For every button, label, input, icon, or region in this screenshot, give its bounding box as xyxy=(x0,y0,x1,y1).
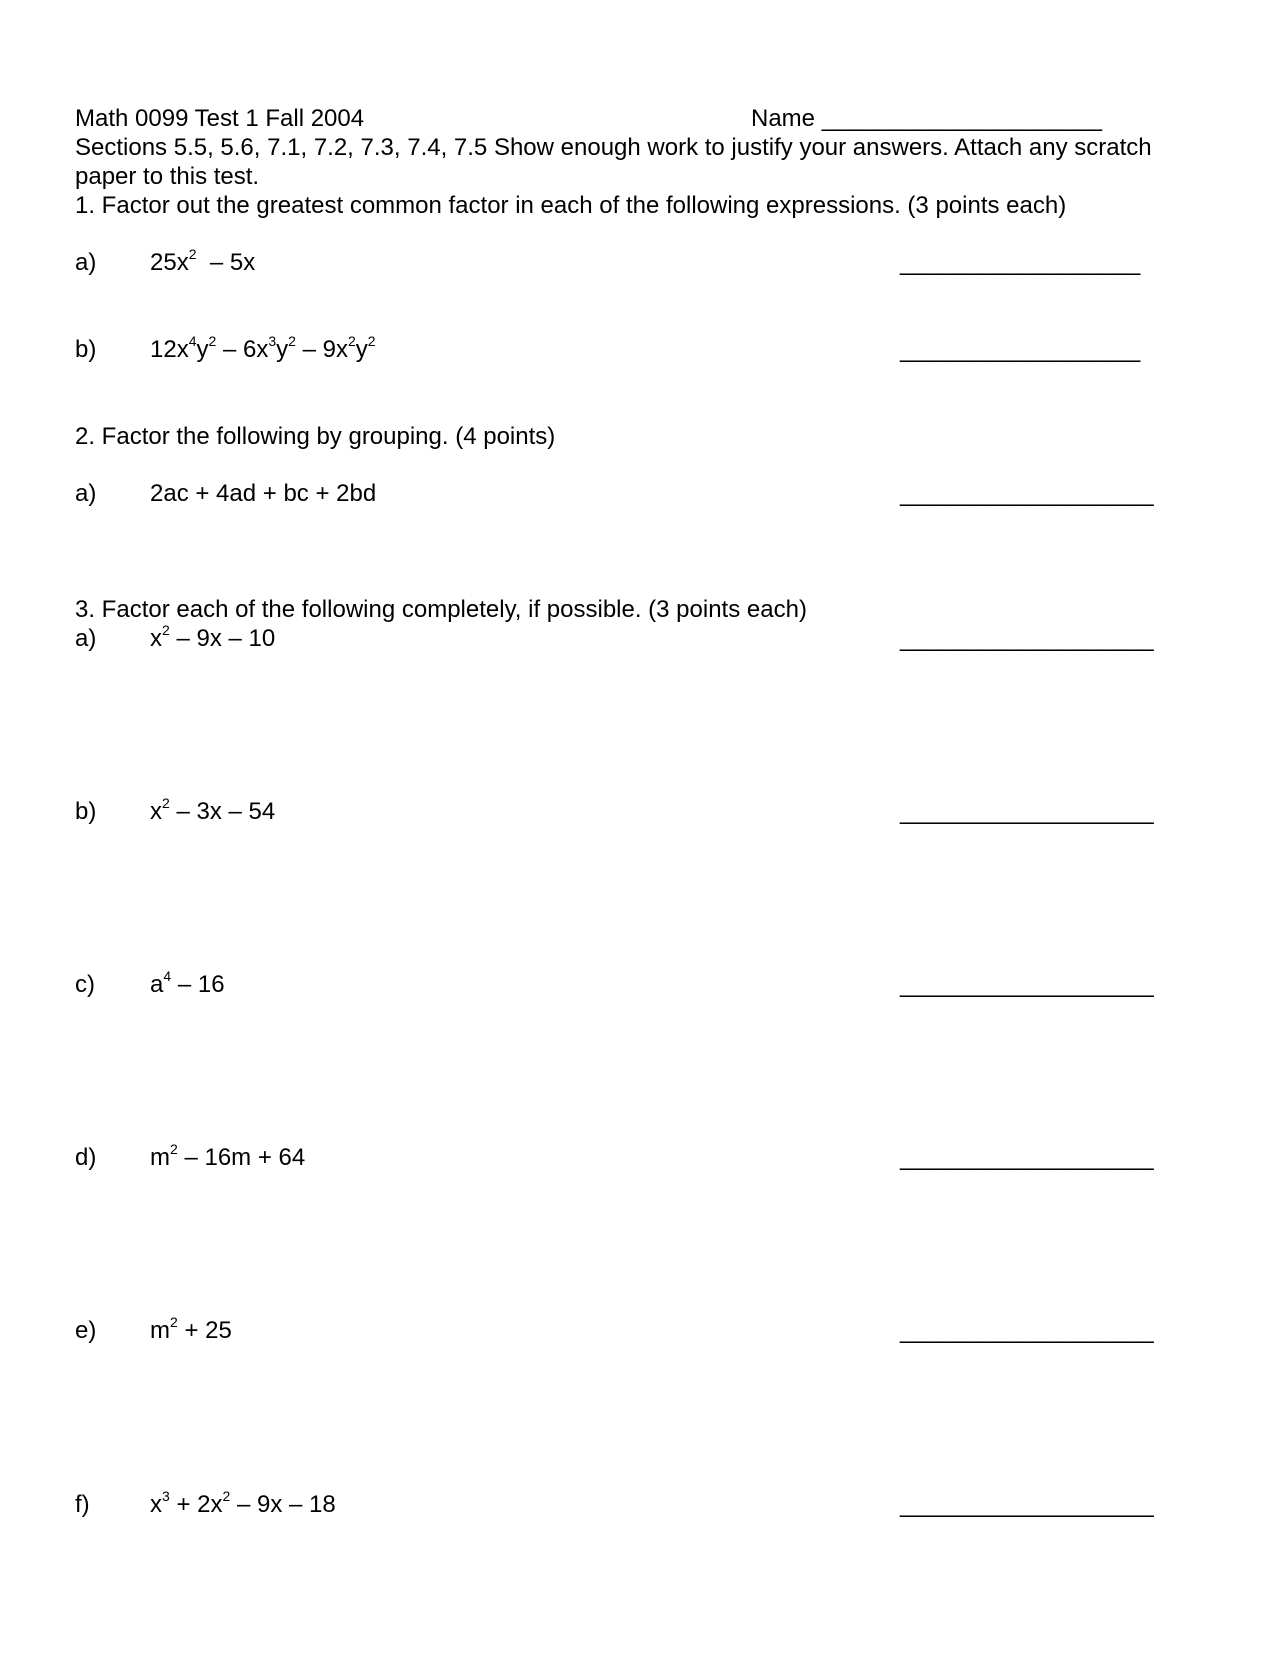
q3a-label: a) xyxy=(75,625,97,652)
q3e-answer-blank[interactable]: ___________________ xyxy=(900,1317,1154,1344)
q1a-label: a) xyxy=(75,249,97,276)
question-1-prompt: 1. Factor out the greatest common factor in each of the following expressions. (3 points each) xyxy=(75,192,1067,219)
q1b-answer-blank[interactable]: __________________ xyxy=(900,336,1141,363)
q3d-expression: $m^2 - 16m + 64$ xyxy=(150,1141,306,1171)
q1a-expression: $25x^2 - 5x$ xyxy=(150,246,256,276)
q2a-answer-blank[interactable]: ___________________ xyxy=(900,480,1154,507)
q3d-answer-blank[interactable]: ___________________ xyxy=(900,1144,1154,1171)
q3f-answer-blank[interactable]: ___________________ xyxy=(900,1491,1154,1518)
q3f-label: f) xyxy=(75,1491,90,1518)
question-2-prompt: 2. Factor the following by grouping. (4 points) xyxy=(75,423,556,450)
q3b-label: b) xyxy=(75,798,97,825)
question-3-prompt: 3. Factor each of the following completely, if possible. (3 points each) xyxy=(75,596,807,623)
q3b-answer-blank[interactable]: ___________________ xyxy=(900,798,1154,825)
q2a-label: a) xyxy=(75,480,97,507)
q1a-answer-blank[interactable]: __________________ xyxy=(900,249,1141,276)
test-title: Math 0099 Test 1 Fall 2004 xyxy=(75,105,365,132)
q3a-answer-blank[interactable]: ___________________ xyxy=(900,625,1154,652)
q3f-expression: $x^3 + 2x^2 - 9x - 18$ xyxy=(150,1488,336,1518)
q1b-label: b) xyxy=(75,336,97,363)
q3d-label: d) xyxy=(75,1144,97,1171)
instructions: Sections 5.5, 5.6, 7.1, 7.2, 7.3, 7.4, 7.5 Show enough work to justify your answers. Attach any scratch paper to this test. xyxy=(75,134,1152,190)
q3c-answer-blank[interactable]: ___________________ xyxy=(900,971,1154,998)
name-field[interactable]: Name _____________________ xyxy=(751,105,1102,132)
q3a-expression: $x^2 - 9x - 10$ xyxy=(150,622,276,652)
q3c-expression: $a^4 - 16$ xyxy=(150,968,225,998)
q3e-expression: $m^2 + 25$ xyxy=(150,1314,232,1344)
q1b-expression: $12x^4y^2 - 6x^3y^2 - 9x^2y^2$ xyxy=(150,333,376,363)
q3c-label: c) xyxy=(75,971,95,998)
q3e-label: e) xyxy=(75,1317,97,1344)
q2a-expression: 2ac + 4ad + bc + 2bd xyxy=(150,480,377,507)
q3b-expression: $x^2 - 3x - 54$ xyxy=(150,795,276,825)
